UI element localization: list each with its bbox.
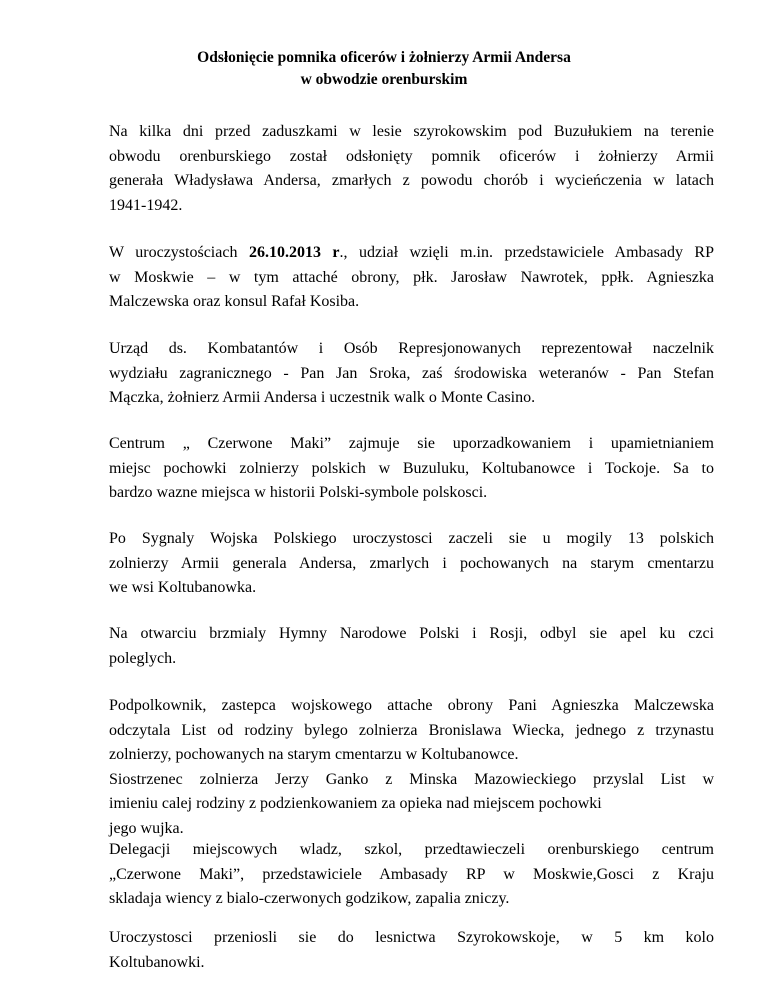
paragraph-line: zolnierzy, pochowanych na starym cmentarzu w Koltubanowce. (109, 746, 519, 763)
paragraph-line: Na kilka dni przed zaduszkami w lesie szyrokowskim pod Buzułukiem na terenie (109, 123, 714, 140)
paragraph-line: skladaja wiency z bialo-czerwonych godzikow, zapalia zniczy. (109, 890, 510, 907)
paragraph-line: odczytala List od rodziny bylego zolnierza Bronislawa Wiecka, jednego z trzynastu (109, 721, 714, 739)
document-title (0, 47, 768, 91)
paragraph-line: we wsi Koltubanowka. (109, 579, 257, 596)
paragraph-4 (109, 432, 714, 506)
paragraph-line: Centrum „ Czerwone Maki” zajmuje sie uporzadkowaniem i upamietnianiem (109, 435, 714, 452)
paragraph-line: Podpolkownik, zastepca wojskowego attache obrony Pani Agnieszka Malczewska (109, 697, 714, 714)
paragraph-9 (109, 926, 714, 975)
paragraph-line: 1941-1942. (109, 196, 183, 214)
text-run: W uroczystościach (109, 244, 249, 261)
paragraph-line (109, 241, 714, 266)
paragraph-line: Uroczystosci przeniosli sie do lesnictwa Szyrokowskoje, w 5 km kolo (109, 929, 714, 946)
paragraph-line: poleglych. (109, 649, 177, 667)
paragraph-line: wydziału zagranicznego - Pan Jan Sroka, zaś środowiska weteranów - Pan Stefan (109, 364, 714, 382)
paragraph-line: Na otwarciu brzmialy Hymny Narodowe Polski i Rosji, odbyl sie apel ku czci (109, 625, 714, 642)
title-line-1: Odsłonięcie pomnika oficerów i żołnierzy Armii Andersa (197, 49, 571, 66)
text-run: ., udział wzięli m.in. przedstawiciele Ambasady RP (339, 244, 715, 261)
paragraph-3 (109, 337, 714, 411)
paragraph-8 (109, 838, 714, 912)
paragraph-line: Malczewska oraz konsul Rafał Kosiba. (109, 293, 360, 310)
paragraph-1 (109, 120, 714, 218)
paragraph-line: zolnierzy Armii generala Andersa, zmarlych i pochowanych na starym cmentarzu (109, 554, 714, 572)
paragraph-line: Urząd ds. Kombatantów i Osób Represjonowanych reprezentował naczelnik (109, 340, 714, 357)
paragraph-line: miejsc pochowki zolnierzy polskich w Buzuluku, Koltubanowce i Tockoje. Sa to (109, 459, 714, 477)
paragraph-2 (109, 241, 714, 315)
paragraph-line: Koltubanowki. (109, 953, 205, 971)
paragraph-line: Po Sygnaly Wojska Polskiego uroczystosci zaczeli sie u mogily 13 polskich (109, 530, 714, 547)
paragraph-line: Mączka, żołnierz Armii Andersa i uczestnik walk o Monte Casino. (109, 389, 536, 406)
paragraph-line: generała Władysława Andersa, zmarłych z powodu chorób i wycieńczenia w latach (109, 172, 714, 189)
paragraph-line: bardzo wazne miejsca w historii Polski-symbole polskosci. (109, 484, 488, 501)
event-date: 26.10.2013 r (248, 244, 340, 261)
paragraph-line: Delegacji miejscowych wladz, szkol, przedtawieczeli orenburskiego centrum (109, 841, 714, 858)
paragraph-line: Siostrzenec zolnierza Jerzy Ganko z Minska Mazowieckiego przyslal List w (109, 770, 714, 788)
paragraph-line: w Moskwie – w tym attaché obrony, płk. Jarosław Nawrotek, ppłk. Agnieszka (109, 268, 714, 286)
paragraph-line: „Czerwone Maki”, przedstawiciele Ambasady RP w Moskwie,Gosci z Kraju (109, 865, 714, 883)
paragraph-7 (109, 694, 714, 841)
paragraph-5 (109, 527, 714, 601)
paragraph-line: obwodu orenburskiego został odsłonięty pomnik oficerów i żołnierzy Armii (109, 147, 714, 165)
paragraph-6 (109, 622, 714, 671)
paragraph-line: jego wujka. (109, 819, 184, 837)
paragraph-line: imieniu calej rodziny z podzienkowaniem za opieka nad miejscem pochowki (109, 795, 602, 812)
title-line-2: w obwodzie orenburskim (300, 71, 468, 88)
